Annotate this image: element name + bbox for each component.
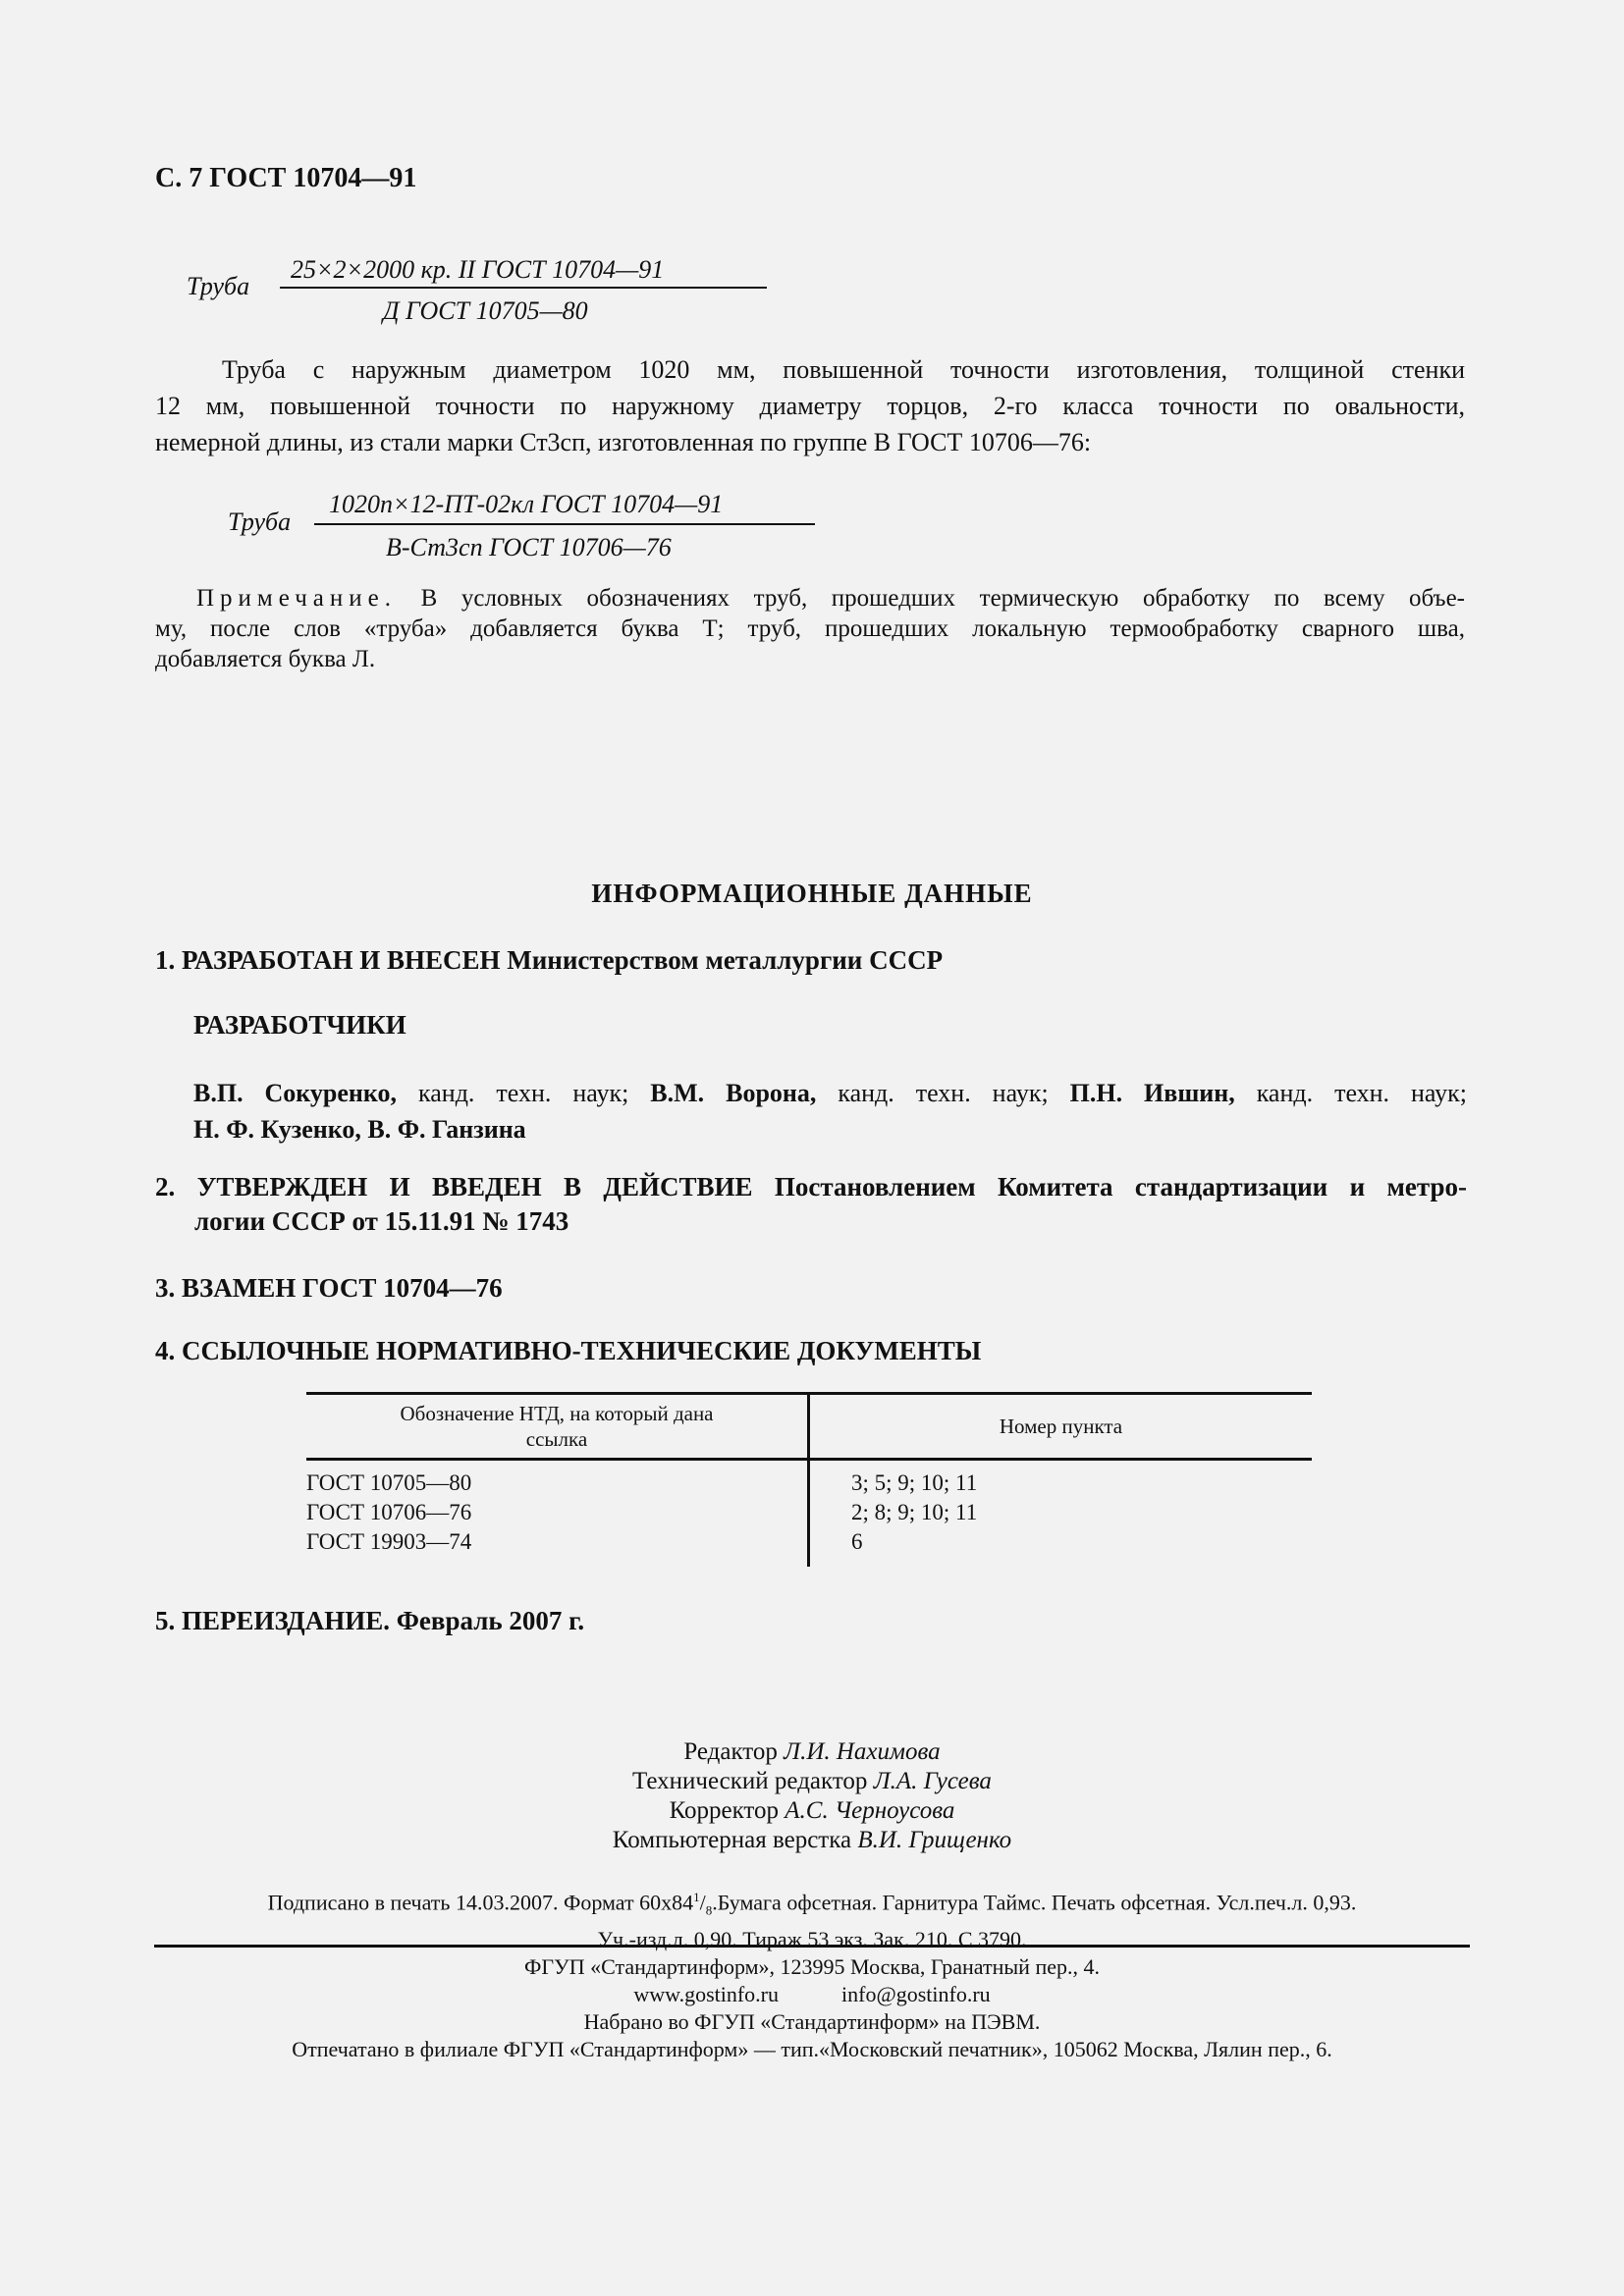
- table-header-col2: Номер пункта: [809, 1394, 1313, 1460]
- developer3-rank: канд. техн. наук;: [1234, 1079, 1468, 1107]
- paragraph-line1: Труба с наружным диаметром 1020 мм, повышенной точности изготовления, толщиной стенки: [222, 355, 1465, 384]
- credit-tech-editor: Технический редактор Л.А. Гусева: [632, 1768, 992, 1794]
- imprint-line2: Уч.-изд.л. 0,90. Тираж 53 экз. Зак. 210. С 3790.: [597, 1926, 1027, 1951]
- imprint-line1: Подписано в печать 14.03.2007. Формат $60x84^1/_8.Бумага$ офсетная. Гарнитура Таймс. Печать офсетная. Усл.печ.л. 0,93.: [267, 1890, 1357, 1918]
- info-item5: 5. ПЕРЕИЗДАНИЕ. Февраль 2007 г.: [155, 1606, 585, 1635]
- table-row: [306, 1460, 1312, 1499]
- table-header-col1: Обозначение НТД, на который дана ссылка: [400, 1402, 714, 1451]
- paragraph-line3: немерной длины, из стали марки Ст3сп, изготовленная по группе В ГОСТ 10706—76:: [155, 428, 1092, 456]
- developer1-rank: канд. техн. наук;: [397, 1079, 651, 1107]
- info-item3: 3. ВЗАМЕН ГОСТ 10704—76: [155, 1273, 503, 1303]
- credit-editor: Редактор Л.И. Нахимова: [683, 1738, 941, 1765]
- info-item4: 4. ССЫЛОЧНЫЕ НОРМАТИВНО-ТЕХНИЧЕСКИЕ ДОКУМЕНТЫ: [155, 1336, 982, 1365]
- credit-layout: Компьютерная верстка В.И. Грищенко: [612, 1827, 1012, 1853]
- note-line3: добавляется буква Л.: [155, 646, 376, 672]
- note: [155, 583, 1465, 674]
- designation1-numerator: 25×2×2000 кр. II ГОСТ 10704—91: [291, 255, 665, 284]
- table-header-row: [306, 1394, 1312, 1460]
- designation1-fraction-line: [280, 287, 767, 289]
- designation2-fraction-line: [314, 523, 815, 525]
- developer2-rank: канд. техн. наук;: [816, 1079, 1070, 1107]
- developer2-name: В.М. Ворона,: [650, 1079, 817, 1107]
- publisher-contacts: [0, 1981, 1624, 2008]
- publisher-email: info@gostinfo.ru: [841, 1982, 991, 2006]
- info-item2-line2: логии СССР от 15.11.91 № 1743: [194, 1206, 569, 1236]
- designation2-denominator: В-Ст3сп ГОСТ 10706—76: [386, 533, 672, 561]
- note-line2: му, после слов «труба» добавляется буква Т; труб, прошедших локальную термообработку сварного шва,: [155, 615, 1465, 642]
- designation2-numerator: 1020п×12-ПТ-02кл ГОСТ 10704—91: [329, 490, 724, 518]
- designation1-denominator: Д ГОСТ 10705—80: [383, 296, 588, 325]
- publisher-line4: Отпечатано в филиале ФГУП «Стандартинформ» — тип.«Московский печатник», 105062 Москва, Лялин пер., 6.: [292, 2037, 1332, 2061]
- table-cell-doc: ГОСТ 10706—76: [306, 1500, 472, 1524]
- publisher: [0, 1953, 1624, 2063]
- designation2-label: Труба: [228, 507, 292, 536]
- publisher-line3: Набрано во ФГУП «Стандартинформ» на ПЭВМ.: [583, 2009, 1041, 2034]
- credits: [0, 1737, 1624, 1855]
- table-row: [306, 1498, 1312, 1527]
- designation1-label: Труба: [187, 272, 250, 300]
- info-title: ИНФОРМАЦИОННЫЕ ДАННЫЕ: [591, 879, 1033, 908]
- developer3-name: П.Н. Ившин,: [1069, 1079, 1235, 1107]
- publisher-site: www.gostinfo.ru: [633, 1982, 780, 2006]
- developers-line2: Н. Ф. Кузенко, В. Ф. Ганзина: [193, 1115, 526, 1144]
- developers: [193, 1075, 1467, 1148]
- body-paragraph: [155, 351, 1465, 460]
- info-item2: [155, 1170, 1467, 1239]
- publisher-line1: ФГУП «Стандартинформ», 123995 Москва, Гранатный пер., 4.: [524, 1954, 1100, 1979]
- footer-rule: [154, 1945, 1470, 1948]
- table-cell-points: 2; 8; 9; 10; 11: [809, 1498, 1313, 1527]
- table-row: [306, 1527, 1312, 1567]
- page-header: С. 7 ГОСТ 10704—91: [155, 163, 417, 193]
- table-cell-doc: ГОСТ 19903—74: [306, 1529, 472, 1554]
- table-cell-points: 6: [809, 1527, 1313, 1567]
- table-cell-points: 3; 5; 9; 10; 11: [809, 1460, 1313, 1499]
- developers-title: РАЗРАБОТЧИКИ: [193, 1010, 406, 1040]
- note-line1: В условных обозначениях труб, прошедших термическую обработку по всему объе-: [420, 585, 1465, 612]
- info-item2-line1: 2. УТВЕРЖДЕН И ВВЕДЕН В ДЕЙСТВИЕ Постановлением Комитета стандартизации и метро-: [155, 1172, 1467, 1201]
- info-item1: 1. РАЗРАБОТАН И ВНЕСЕН Министерством металлургии СССР: [155, 945, 944, 975]
- table-cell-doc: ГОСТ 10705—80: [306, 1470, 472, 1495]
- note-label: Примечание.: [196, 585, 398, 612]
- paragraph-line2: 12 мм, повышенной точности по наружному диаметру торцов, 2-го класса точности по овальности,: [155, 392, 1465, 420]
- imprint: [0, 1883, 1624, 1953]
- developer1-name: В.П. Сокуренко,: [193, 1079, 398, 1107]
- reference-table: [306, 1392, 1312, 1567]
- credit-proofreader: Корректор А.С. Черноусова: [669, 1797, 955, 1824]
